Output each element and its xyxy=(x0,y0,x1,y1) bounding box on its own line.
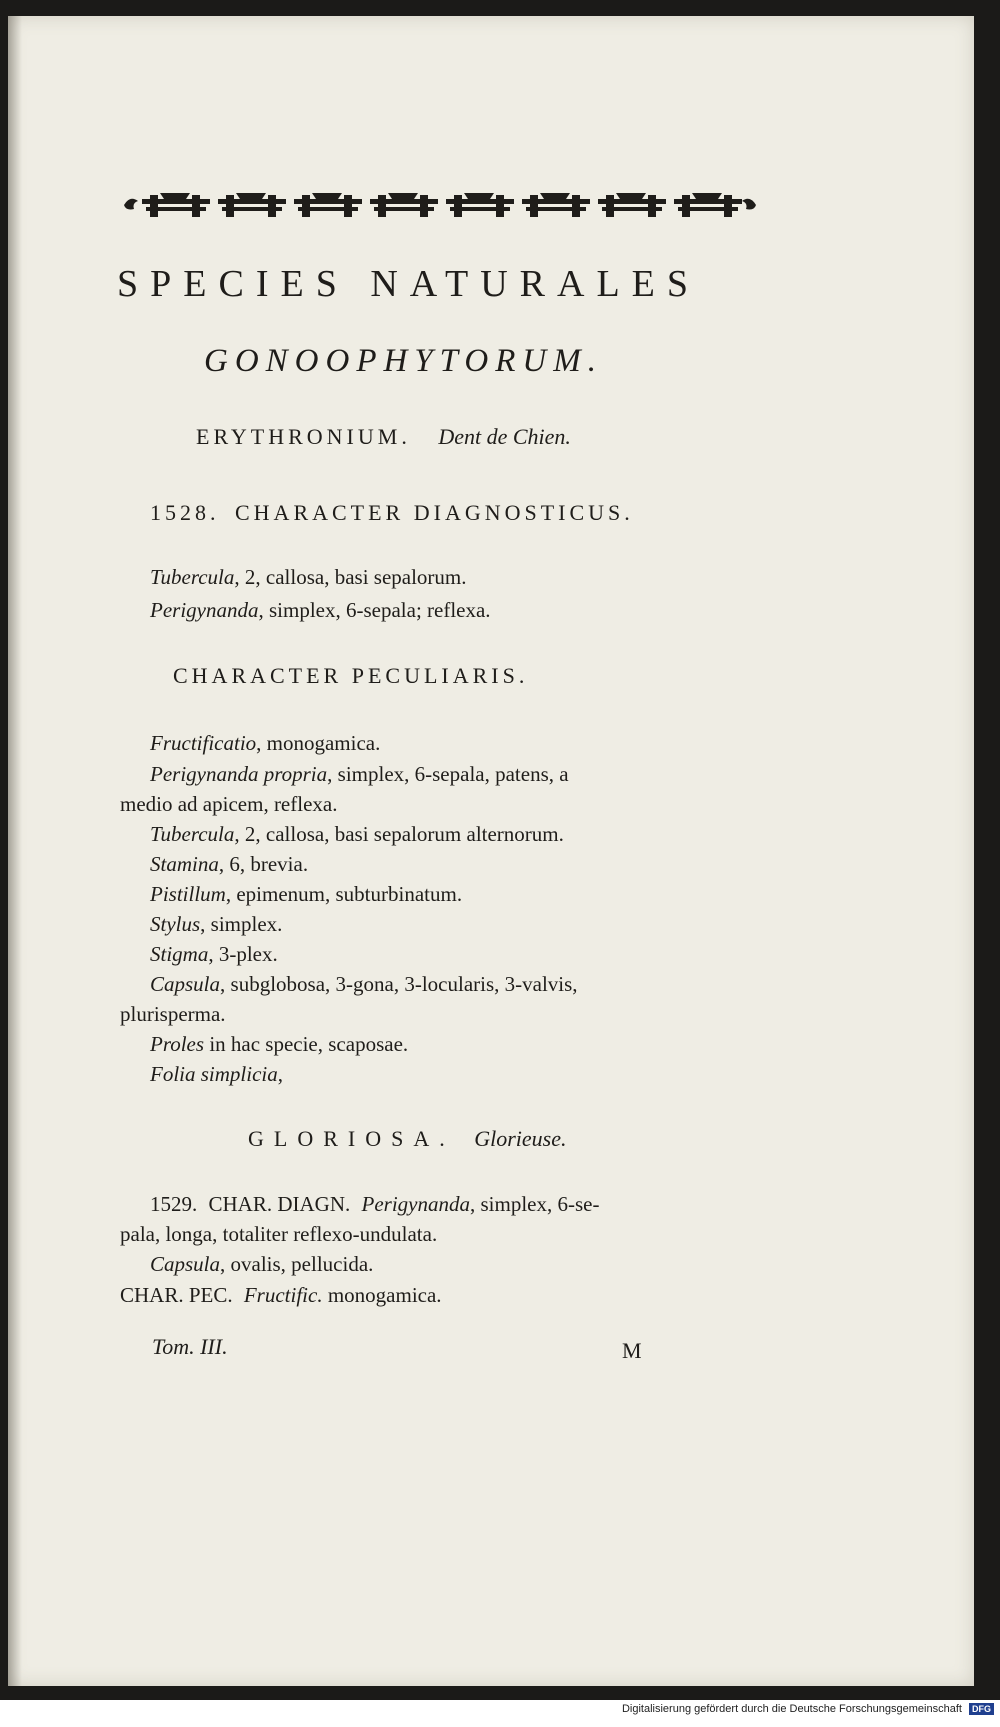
dfg-logo: DFG xyxy=(969,1703,994,1715)
pec-line xyxy=(150,852,308,877)
pec-line xyxy=(150,942,278,967)
genus-vernacular: Glorieuse. xyxy=(474,1126,567,1151)
term: Proles xyxy=(150,1032,205,1056)
pec-line xyxy=(150,972,578,997)
genus-name: GLORIOSA. xyxy=(248,1126,455,1151)
entry-number: 1529. xyxy=(150,1192,198,1216)
description: medio ad apicem, reflexa. xyxy=(120,792,338,816)
term: Tubercula xyxy=(150,565,235,589)
pec-line xyxy=(150,1032,408,1057)
genus-heading xyxy=(196,424,571,450)
description: , 6, brevia. xyxy=(218,852,309,876)
term: Perigynanda xyxy=(150,598,259,622)
description: plurisperma. xyxy=(120,1002,226,1026)
credit-text: Digitalisierung gefördert durch die Deutsche Forschungsgemeinschaft xyxy=(621,1703,962,1715)
term: Tubercula xyxy=(150,822,235,846)
gloriosa-line xyxy=(150,1252,373,1277)
character-diagnosticus-heading xyxy=(150,500,634,526)
diag-line xyxy=(150,565,467,590)
description: , xyxy=(277,1062,283,1086)
description: , 2, callosa, basi sepalorum. xyxy=(234,565,467,589)
gloriosa-pec-line xyxy=(120,1283,442,1308)
term: Capsula xyxy=(150,1252,221,1276)
page-heading: SPECIES NATURALES xyxy=(117,263,700,305)
term: Capsula xyxy=(150,972,221,996)
description: , 2, callosa, basi sepalorum alternorum. xyxy=(234,822,564,846)
spine-shadow xyxy=(8,16,22,1686)
signature-mark: M xyxy=(622,1338,642,1363)
term: Folia simplicia xyxy=(150,1062,278,1086)
pec-line xyxy=(150,912,282,937)
description: , simplex, 6-se- xyxy=(469,1192,600,1216)
genus-name: ERYTHRONIUM. xyxy=(196,424,411,449)
char-pec-label: CHAR. PEC. xyxy=(120,1283,233,1307)
decorative-headband xyxy=(120,187,760,223)
diag-line xyxy=(150,598,491,623)
volume-number: Tom. III. xyxy=(152,1334,228,1359)
description: , epimenum, subturbinatum. xyxy=(225,882,463,906)
term: Perigynanda propria xyxy=(150,762,328,786)
pec-line-continuation xyxy=(120,792,337,817)
term: Pistillum xyxy=(150,882,226,906)
pec-line-continuation xyxy=(120,1002,226,1027)
description: , simplex, 6-sepala, patens, a xyxy=(327,762,569,786)
pec-line xyxy=(150,762,569,787)
pec-line xyxy=(150,1062,283,1087)
term: Stylus xyxy=(150,912,201,936)
description: , simplex, 6-sepala; reflexa. xyxy=(258,598,491,622)
section-title: CHARACTER DIAGNOSTICUS. xyxy=(235,500,634,525)
gloriosa-line-continuation: pala, longa, totaliter reflexo-undulata. xyxy=(120,1222,438,1246)
genus-heading xyxy=(248,1126,567,1152)
description: in hac specie, scaposae. xyxy=(204,1032,409,1056)
digitization-credit xyxy=(0,1703,1000,1725)
page-subheading: GONOOPHYTORUM. xyxy=(204,343,603,379)
description: , simplex. xyxy=(200,912,283,936)
description: , monogamica. xyxy=(256,731,381,755)
pec-line xyxy=(150,731,380,756)
term: Perigynanda xyxy=(361,1192,470,1216)
entry-number: 1528. xyxy=(150,500,220,525)
term: Stigma xyxy=(150,942,209,966)
description: , 3-plex. xyxy=(208,942,278,966)
description: monogamica. xyxy=(322,1283,442,1307)
term: Stamina xyxy=(150,852,219,876)
description: , subglobosa, 3-gona, 3-locularis, 3-valvis, xyxy=(220,972,578,996)
char-diagn-label: CHAR. DIAGN. xyxy=(208,1192,351,1216)
description: , ovalis, pellucida. xyxy=(220,1252,374,1276)
term: Fructific. xyxy=(243,1283,323,1307)
pec-line xyxy=(150,822,564,847)
pec-line xyxy=(150,882,462,907)
gloriosa-diag-line xyxy=(150,1192,599,1217)
genus-vernacular: Dent de Chien. xyxy=(438,424,571,449)
character-peculiaris-heading: CHARACTER PECULIARIS. xyxy=(173,663,529,688)
term: Fructificatio xyxy=(150,731,257,755)
